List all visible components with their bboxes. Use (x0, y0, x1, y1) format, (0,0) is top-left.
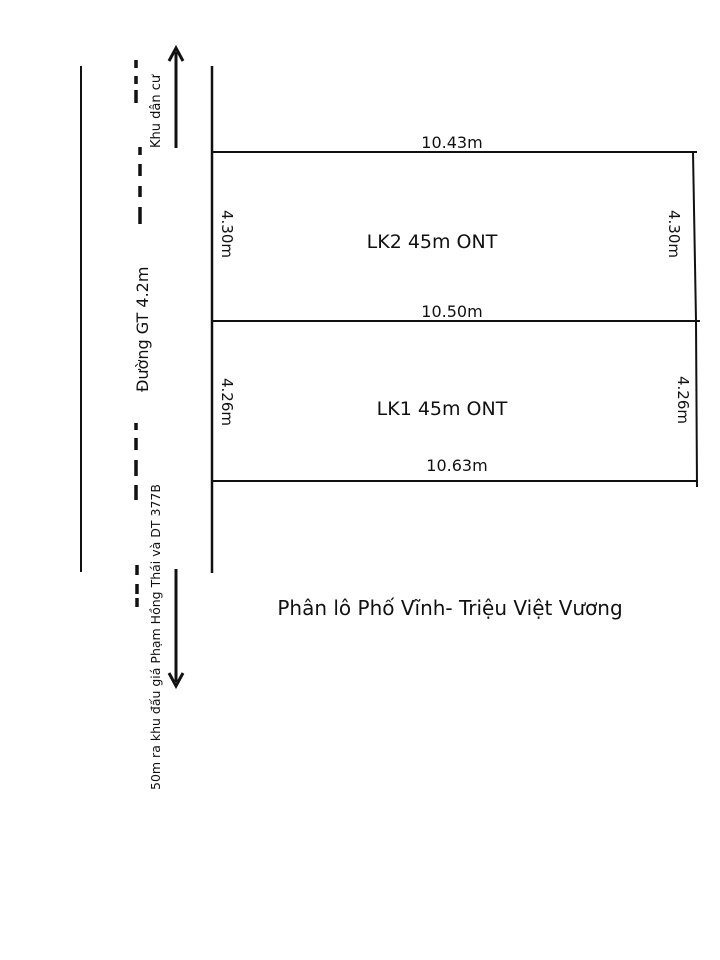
road-name-label: Đường GT 4.2m (133, 266, 152, 392)
lk2-top-width: 10.43m (421, 133, 483, 152)
residential-area-label: Khu dân cư (149, 74, 164, 148)
auction-direction-label: 50m ra khu đấu giá Phạm Hồng Thái và DT 377B (148, 484, 163, 790)
lk1-name: LK1 45m ONT (376, 398, 508, 420)
diagram-title: Phân lô Phố Vĩnh- Triệu Việt Vương (277, 596, 623, 620)
lk2-right-depth: 4.30m (665, 210, 683, 259)
lk1-right-depth: 4.26m (674, 376, 692, 425)
lk2-left-depth: 4.30m (218, 210, 236, 259)
lk2-name: LK2 45m ONT (366, 231, 498, 253)
lk2-right-edge (693, 152, 696, 321)
lk1-bottom-width: 10.63m (426, 456, 488, 475)
lk1-left-depth: 4.26m (218, 378, 236, 427)
lk1-top-width: 10.50m (421, 302, 483, 321)
lk1-right-edge (696, 321, 697, 487)
